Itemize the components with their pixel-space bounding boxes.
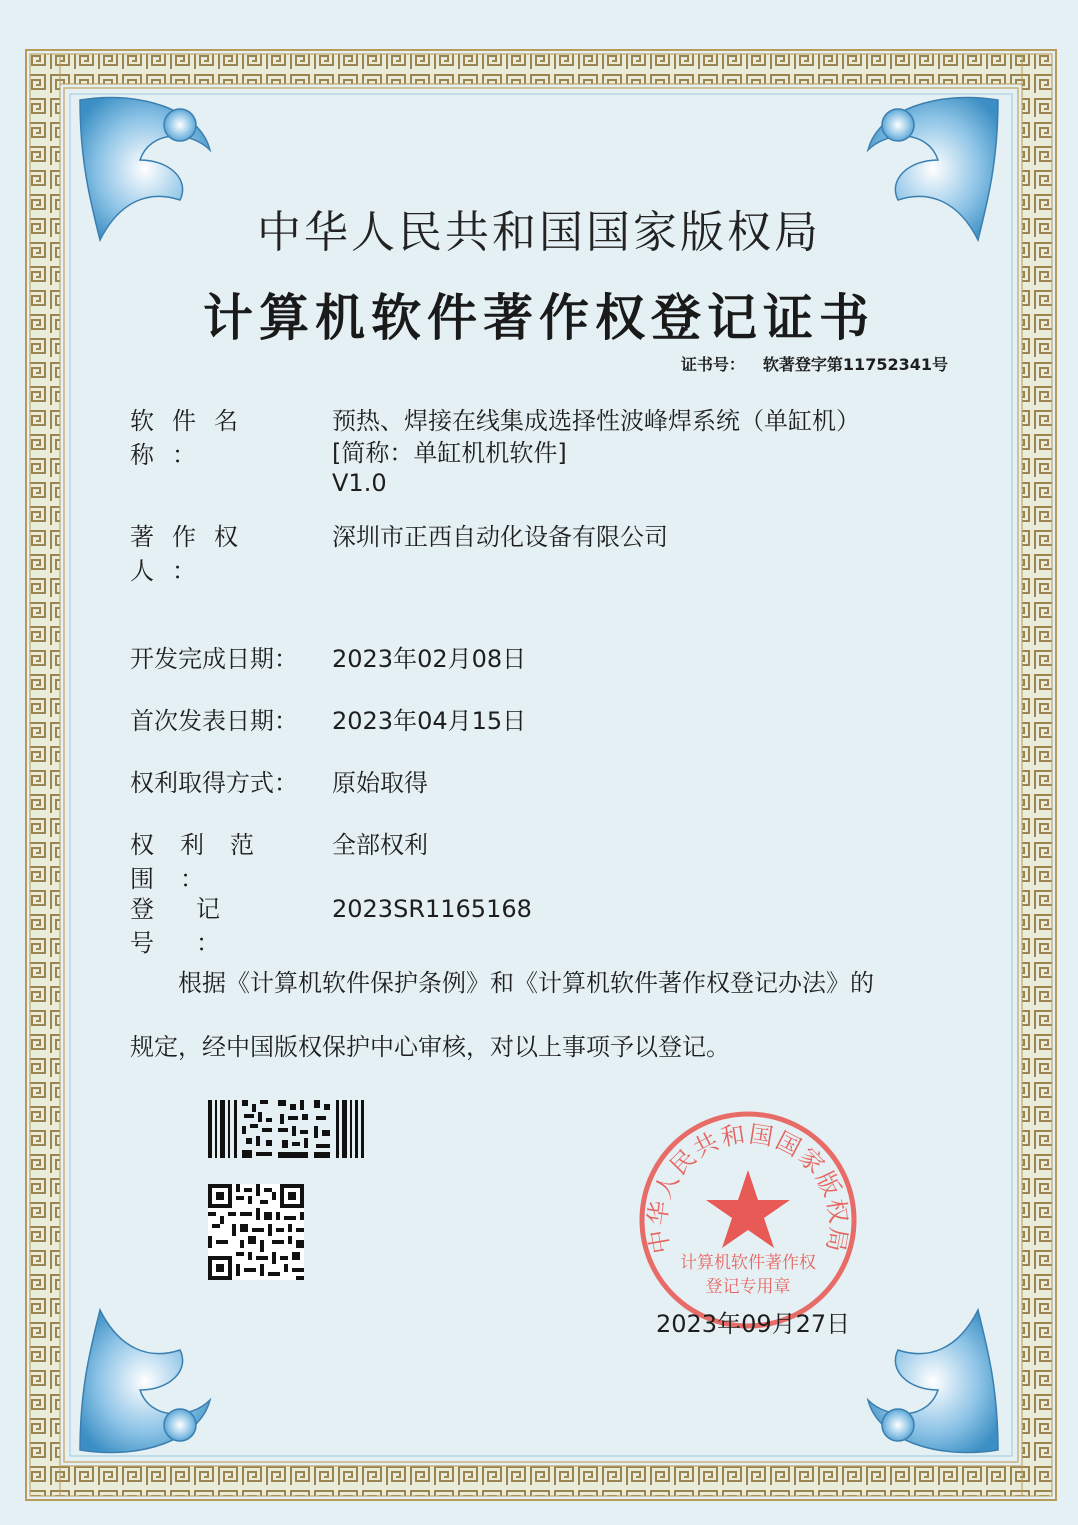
scope-label: 权利范围： [130, 831, 280, 893]
software-version: V1.0 [332, 469, 387, 497]
certificate-number-label: 证书号： [680, 355, 745, 374]
statement-line-1: 根据《计算机软件保护条例》和《计算机软件著作权登记办法》的 [178, 969, 874, 997]
owner-label: 著作权人： [130, 523, 256, 585]
certificate-number [681, 352, 948, 375]
seal-outer-text: 中华人民共和国国家版权局 [643, 1119, 853, 1256]
software-name-line2: [简称：单缸机机软件] [332, 439, 567, 467]
corner-ornament-bottom-right [868, 1310, 998, 1453]
seal-inner-line2: 登记专用章 [705, 1277, 791, 1297]
official-seal [628, 1100, 868, 1340]
dev-date-label: 开发完成日期： [130, 645, 298, 673]
certificate-number-value: 软著登字第11752341号 [762, 355, 948, 374]
pub-date-label: 首次发表日期： [130, 707, 298, 735]
acquire-label: 权利取得方式： [130, 769, 298, 797]
barcode [208, 1100, 364, 1158]
corner-ornament-bottom-left [80, 1310, 210, 1453]
pub-date-value: 2023年04月15日 [332, 707, 527, 735]
scope-value: 全部权利 [332, 831, 428, 859]
software-name-label: 软件名称： [130, 407, 256, 469]
issue-date: 2023年09月27日 [656, 1310, 851, 1338]
reg-no-label: 登记号： [130, 895, 262, 957]
statement-line-2: 规定，经中国版权保护中心审核，对以上事项予以登记。 [130, 1033, 730, 1061]
software-name-line1: 预热、焊接在线集成选择性波峰焊系统（单缸机） [332, 407, 860, 435]
qr-code [208, 1184, 304, 1280]
dev-date-value: 2023年02月08日 [332, 645, 527, 673]
owner-value: 深圳市正西自动化设备有限公司 [332, 523, 668, 551]
seal-inner-line1: 计算机软件著作权 [680, 1253, 816, 1273]
acquire-value: 原始取得 [332, 769, 428, 797]
reg-no-value: 2023SR1165168 [332, 895, 532, 923]
certificate-title: 计算机软件著作权登记证书 [203, 289, 875, 347]
issuer-title: 中华人民共和国国家版权局 [257, 207, 821, 258]
